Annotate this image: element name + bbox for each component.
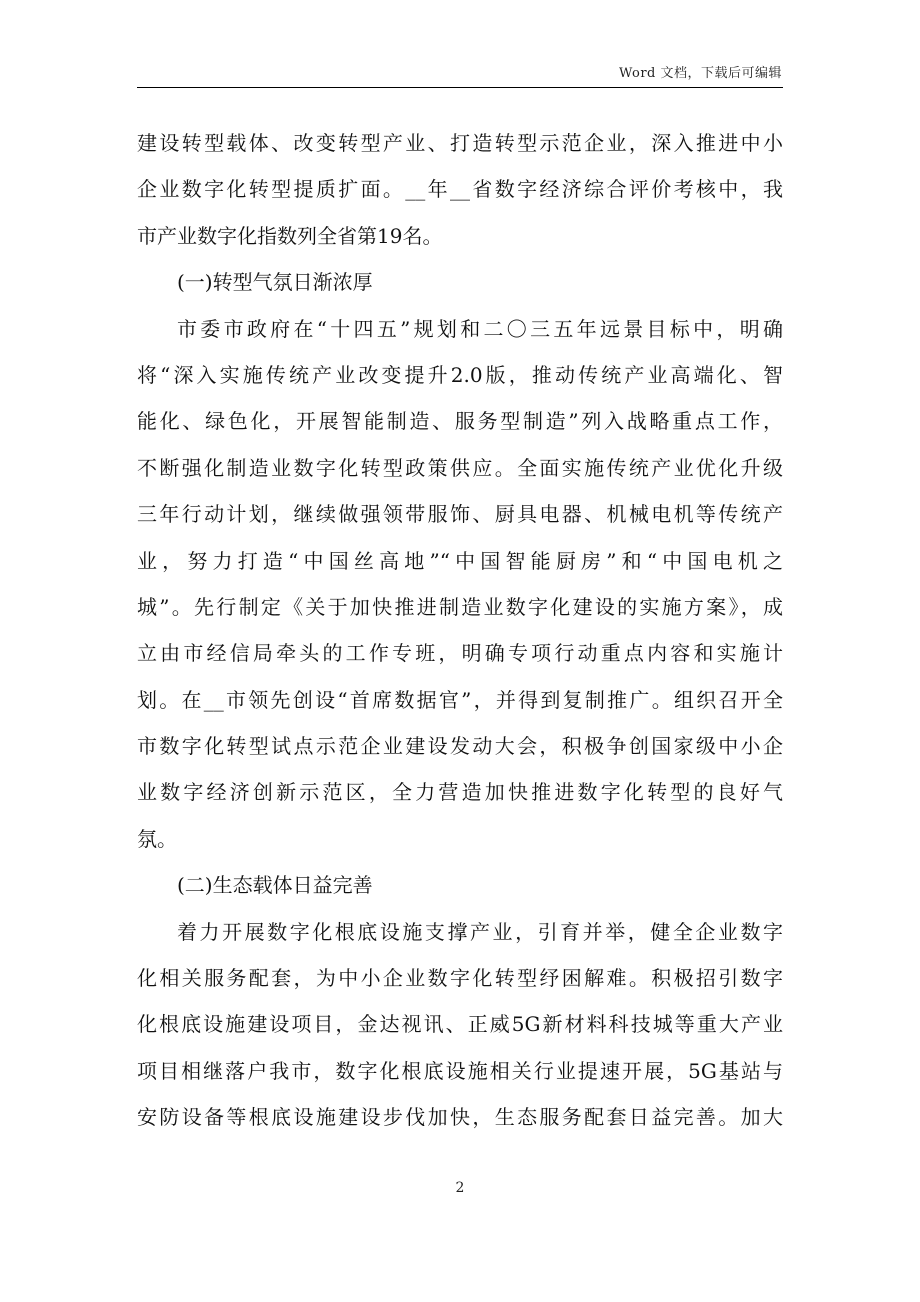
text-line: 城”。先行制定《关于加快推进制造业数字化建设的实施方案》，成 xyxy=(137,594,783,619)
text-line: (二)生态载体日益完善 xyxy=(177,873,373,898)
text-line: 三年行动计划，继续做强领带服饰、厨具电器、机械电机等传统产 xyxy=(137,502,783,527)
body-text xyxy=(137,120,783,1141)
text-line: 立由市经信局牵头的工作专班，明确专项行动重点内容和实施计 xyxy=(137,641,783,666)
page-number: 2 xyxy=(455,1180,465,1196)
text-line: 化相关服务配套，为中小企业数字化转型纾困解难。积极招引数字 xyxy=(137,966,783,991)
text-line: 市数字化转型试点示范企业建设发动大会，积极争创国家级中小企 xyxy=(137,734,783,759)
header-rule xyxy=(137,87,783,88)
text-line: 化根底设施建设项目，金达视讯、正威5G新材料科技城等重大产业 xyxy=(137,1012,783,1037)
text-line: 划。在__市领先创设“首席数据官”，并得到复制推广。组织召开全 xyxy=(137,687,783,712)
text-line: 项目相继落户我市，数字化根底设施相关行业提速开展，5G基站与 xyxy=(137,1058,783,1083)
text-line: 能化、绿色化，开展智能制造、服务型制造”列入战略重点工作， xyxy=(137,409,783,434)
text-line: 业数字经济创新示范区，全力营造加快推进数字化转型的良好气 xyxy=(137,780,783,805)
text-line: 安防设备等根底设施建设步伐加快，生态服务配套日益完善。加大 xyxy=(137,1105,783,1130)
text-line: 业，努力打造“中国丝高地”“中国智能厨房”和“中国电机之 xyxy=(137,548,783,573)
text-line: (一)转型气氛日渐浓厚 xyxy=(177,270,373,295)
text-line: 市产业数字化指数列全省第19名。 xyxy=(137,223,443,248)
text-line: 不断强化制造业数字化转型政策供应。全面实施传统产业优化升级 xyxy=(137,455,783,480)
text-line: 建设转型载体、改变转型产业、打造转型示范企业，深入推进中小 xyxy=(137,131,783,155)
text-line: 将“深入实施传统产业改变提升2.0版，推动传统产业高端化、智 xyxy=(137,362,783,387)
text-line: 着力开展数字化根底设施支撑产业，引育并举，健全企业数字 xyxy=(177,919,783,944)
text-line: 市委市政府在“十四五”规划和二〇三五年远景目标中，明确 xyxy=(177,316,783,341)
text-line: 企业数字化转型提质扩面。__年__省数字经济综合评价考核中，我 xyxy=(137,177,783,202)
text-line: 氛。 xyxy=(137,826,177,851)
header-note: Word 文档，下载后可编辑 xyxy=(619,66,782,81)
